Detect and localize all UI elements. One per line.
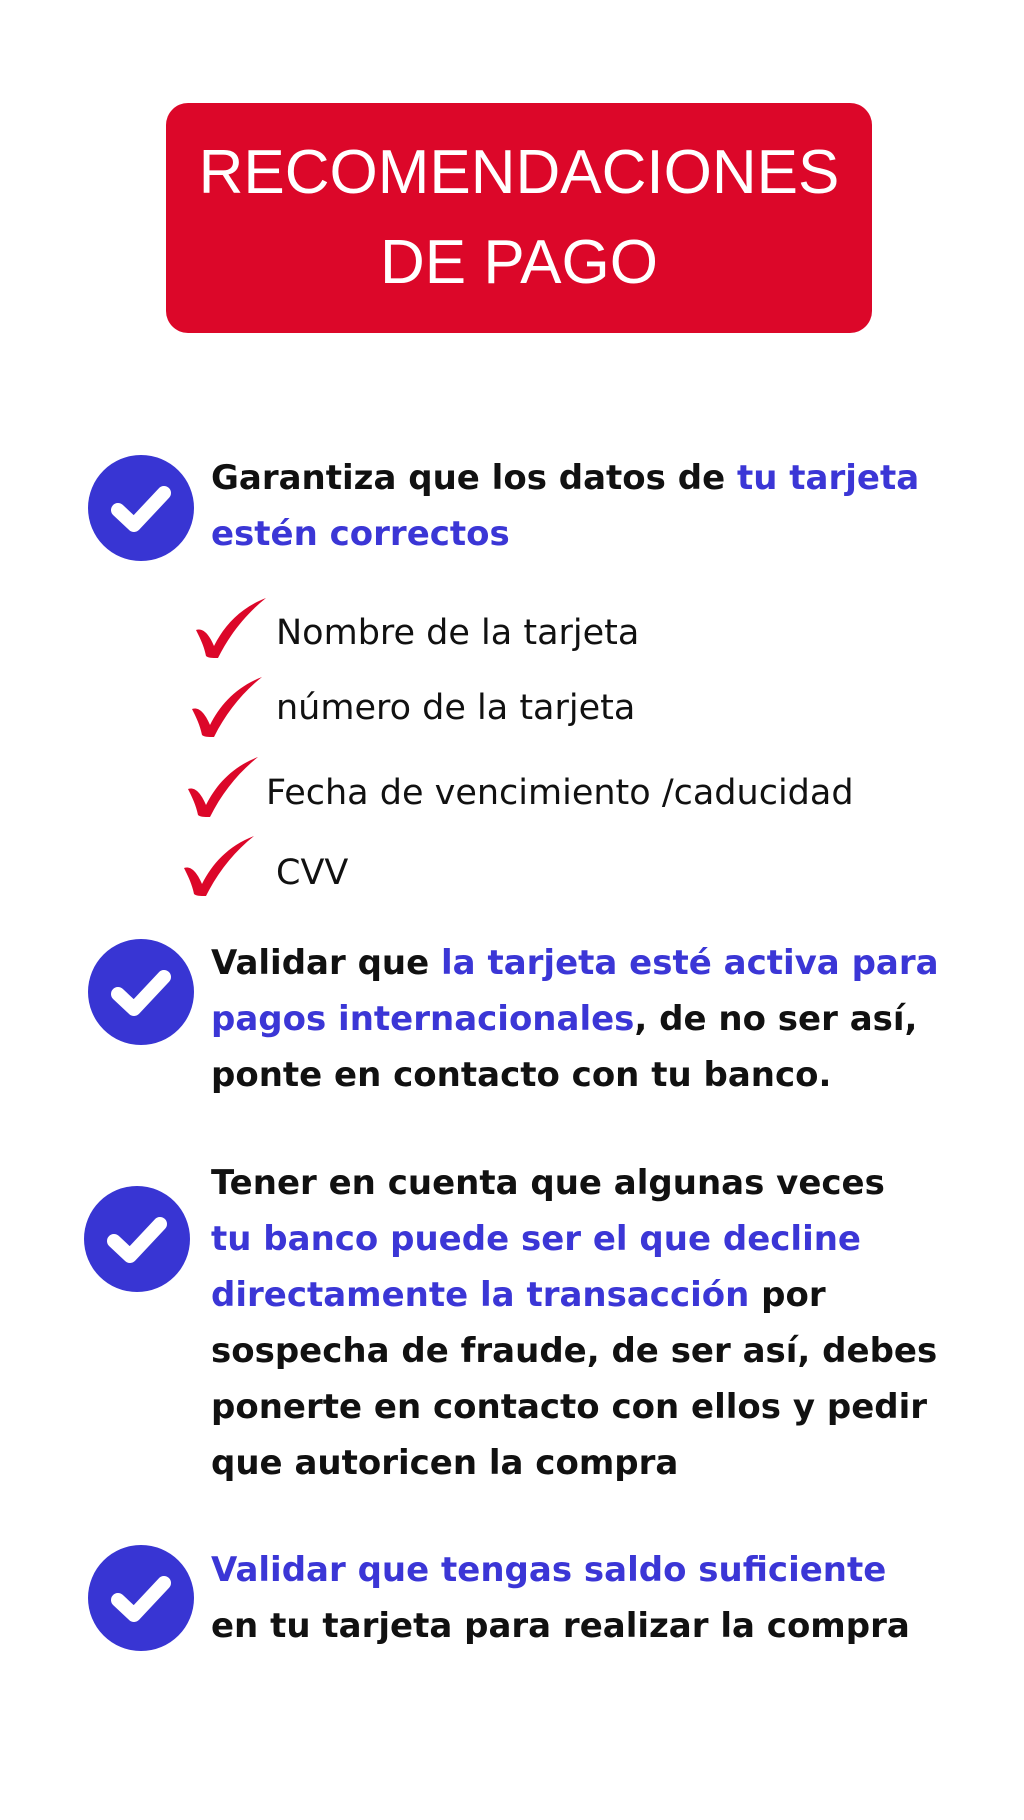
highlight-segment: Validar que tengas saldo suficiente: [211, 1550, 887, 1590]
item-1-text: [211, 450, 919, 562]
text-line: [211, 1155, 937, 1211]
subitem-label: Fecha de vencimiento /caducidad: [266, 773, 854, 813]
text-line: [211, 1598, 910, 1654]
check-circle-icon: [88, 455, 194, 561]
highlight-segment: tu tarjeta: [736, 458, 920, 498]
text-segment: que autoricen la compra: [211, 1443, 679, 1483]
text-line: [211, 506, 919, 562]
text-line: [211, 1323, 937, 1379]
check-circle-icon: [88, 1545, 194, 1651]
text-line: [211, 1267, 937, 1323]
text-line: [211, 1211, 937, 1267]
item-4-text: [211, 1542, 910, 1654]
text-segment: ponte en contacto con tu banco.: [211, 1055, 832, 1095]
subitem-label: Nombre de la tarjeta: [276, 613, 640, 653]
check-circle-icon: [88, 939, 194, 1045]
header-title-line-2: DE PAGO: [380, 228, 658, 297]
text-line: [211, 1047, 939, 1103]
subitem-label: número de la tarjeta: [276, 688, 636, 728]
text-line: [211, 1542, 910, 1598]
header-banner: [166, 103, 872, 333]
header-title-line-1: RECOMENDACIONES: [198, 138, 840, 207]
check-circle-icon: [84, 1186, 190, 1292]
text-segment: por: [749, 1275, 826, 1315]
highlight-segment: tu banco puede ser el que decline: [211, 1219, 861, 1259]
text-segment: ponerte en contacto con ellos y pedir: [211, 1387, 928, 1427]
text-line: [211, 1379, 937, 1435]
text-line: [211, 1435, 937, 1491]
checkmark-icon: [192, 596, 272, 662]
text-segment: Tener en cuenta que algunas veces: [211, 1163, 885, 1203]
text-segment: en tu tarjeta para realizar la compra: [211, 1606, 910, 1646]
text-line: [211, 450, 919, 506]
item-2-text: [211, 935, 939, 1103]
text-line: [211, 935, 939, 991]
text-segment: , de no ser así,: [634, 999, 918, 1039]
text-segment: Validar que: [211, 943, 442, 983]
highlight-segment: pagos internacionales: [211, 999, 635, 1039]
checkmark-icon: [184, 755, 264, 821]
text-segment: Garantiza que los datos de: [211, 458, 737, 498]
text-line: [211, 991, 939, 1047]
subitem-label: CVV: [276, 853, 349, 893]
checkmark-icon: [180, 834, 260, 900]
checkmark-icon: [188, 675, 268, 741]
item-3-text: [211, 1155, 937, 1491]
highlight-segment: estén correctos: [211, 514, 510, 554]
highlight-segment: la tarjeta esté activa para: [441, 943, 939, 983]
text-segment: sospecha de fraude, de ser así, debes: [211, 1331, 938, 1371]
highlight-segment: directamente la transacción: [211, 1275, 750, 1315]
